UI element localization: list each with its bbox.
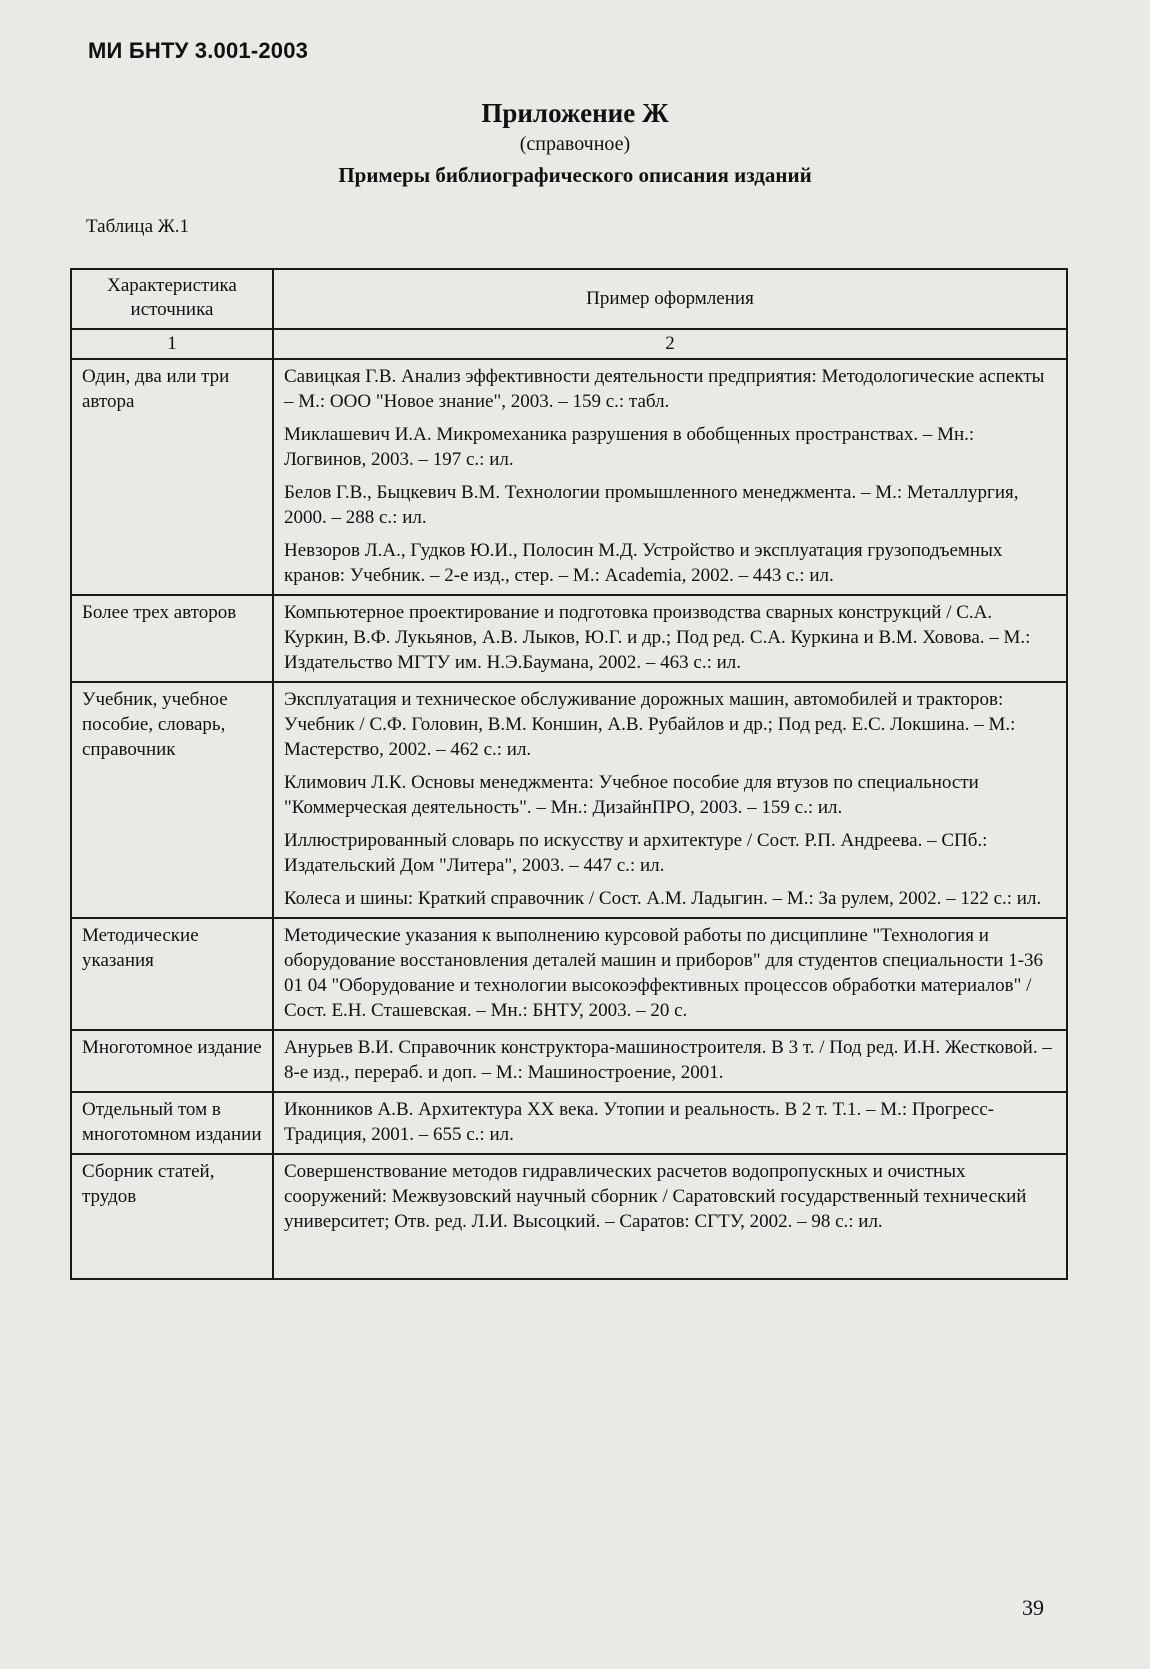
row-examples [273, 1030, 1067, 1092]
row-examples [273, 918, 1067, 1030]
bibliographic-entry: Белов Г.В., Быцкевич В.М. Технологии промышленного менеджмента. – М.: Металлургия, 2000. – 288 с.: ил. [284, 482, 1019, 528]
table-row [71, 1154, 1067, 1279]
row-category: Один, два или три автора [71, 359, 273, 595]
appendix-type: (справочное) [519, 133, 631, 155]
appendix-title: Приложение Ж [481, 98, 669, 128]
column-header-example: Пример оформления [273, 269, 1067, 329]
table-row [71, 682, 1067, 918]
table-row [71, 1030, 1067, 1092]
bibliographic-entry: Совершенствование методов гидравлических расчетов водопропускных и очистных сооружений: Межвузовский научный сборник / Саратовский государственный технический университет; Отв. ред. Л.И. Высоцкий. – Саратов: СГТУ, 2002. – 98 с.: ил. [284, 1161, 1027, 1232]
bibliographic-entry: Колеса и шины: Краткий справочник / Сост. А.М. Ладыгин. – М.: За рулем, 2002. – 122 с.: ил. [284, 888, 1042, 909]
table-row [71, 595, 1067, 682]
bibliographic-entry: Методические указания к выполнению курсовой работы по дисциплине "Технология и оборудование восстановления деталей машин и приборов" для студентов специальности 1-36 01 04 "Оборудование и технологии высокоэффективных процессов обработки материалов" / Сост. Е.Н. Сташевская. – Мн.: БНТУ, 2003. – 20 с. [284, 925, 1044, 1021]
row-category: Методические указания [71, 918, 273, 1030]
row-category: Многотомное издание [71, 1030, 273, 1092]
row-examples [273, 359, 1067, 595]
page-number: 39 [1022, 1595, 1044, 1620]
row-category: Отдельный том в многотомном издании [71, 1092, 273, 1154]
table-row [71, 1092, 1067, 1154]
bibliographic-entry: Компьютерное проектирование и подготовка производства сварных конструкций / С.А. Куркин, В.Ф. Лукьянов, А.В. Лыков, Ю.Г. и др.; Под ред. С.А. Куркина и В.М. Ховова. – М.: Издательство МГТУ им. Н.Э.Баумана, 2002. – 463 с.: ил. [284, 602, 1031, 673]
row-category: Сборник статей, трудов [71, 1154, 273, 1279]
table-caption: Таблица Ж.1 [86, 216, 190, 237]
bibliographic-entry: Эксплуатация и техническое обслуживание дорожных машин, автомобилей и тракторов: Учебник / С.Ф. Головин, В.М. Коншин, А.В. Рубайлов и др.; Под ред. Е.С. Локшина. – М.: Мастерство, 2002. – 462 с.: ил. [284, 689, 1016, 760]
bibliographic-entry: Иконников А.В. Архитектура XX века. Утопии и реальность. В 2 т. Т.1. – М.: Прогресс-Традиция, 2001. – 655 с.: ил. [284, 1099, 994, 1145]
row-examples [273, 1154, 1067, 1279]
bibliographic-entry: Савицкая Г.В. Анализ эффективности деятельности предприятия: Методологические аспекты – М.: ООО "Новое знание", 2003. – 159 с.: табл. [284, 366, 1045, 412]
row-examples [273, 595, 1067, 682]
table-column-numbers-row [71, 329, 1067, 359]
appendix-heading: Примеры библиографического описания изданий [338, 163, 812, 187]
table-row [71, 359, 1067, 595]
bibliographic-entry: Миклашевич И.А. Микромеханика разрушения в обобщенных пространствах. – Мн.: Логвинов, 2003. – 197 с.: ил. [284, 424, 975, 470]
row-examples [273, 1092, 1067, 1154]
table-row [71, 918, 1067, 1030]
bibliographic-entry: Иллюстрированный словарь по искусству и архитектуре / Сост. Р.П. Андреева. – СПб.: Издательский Дом "Литера", 2003. – 447 с.: ил. [284, 830, 988, 876]
bibliographic-entry: Невзоров Л.А., Гудков Ю.И., Полосин М.Д. Устройство и эксплуатация грузоподъемных кранов: Учебник. – 2-е изд., стер. – М.: Academia, 2002. – 443 с.: ил. [284, 540, 1003, 586]
bibliographic-entry: Климович Л.К. Основы менеджмента: Учебное пособие для втузов по специальности "Коммерческая деятельность". – Мн.: ДизайнПРО, 2003. – 159 с.: ил. [284, 772, 979, 818]
column-number: 1 [71, 329, 273, 359]
row-category: Учебник, учебное пособие, словарь, справочник [71, 682, 273, 918]
bibliography-table [70, 268, 1068, 1280]
column-number: 2 [273, 329, 1067, 359]
bibliographic-entry: Анурьев В.И. Справочник конструктора-машиностроителя. В 3 т. / Под ред. И.Н. Жестковой. – 8-е изд., перераб. и доп. – М.: Машиностроение, 2001. [284, 1037, 1052, 1083]
row-examples [273, 682, 1067, 918]
document-code: МИ БНТУ 3.001-2003 [88, 38, 309, 63]
table-header-row [71, 269, 1067, 329]
row-category: Более трех авторов [71, 595, 273, 682]
column-header-source-type: Характеристика источника [71, 269, 273, 329]
